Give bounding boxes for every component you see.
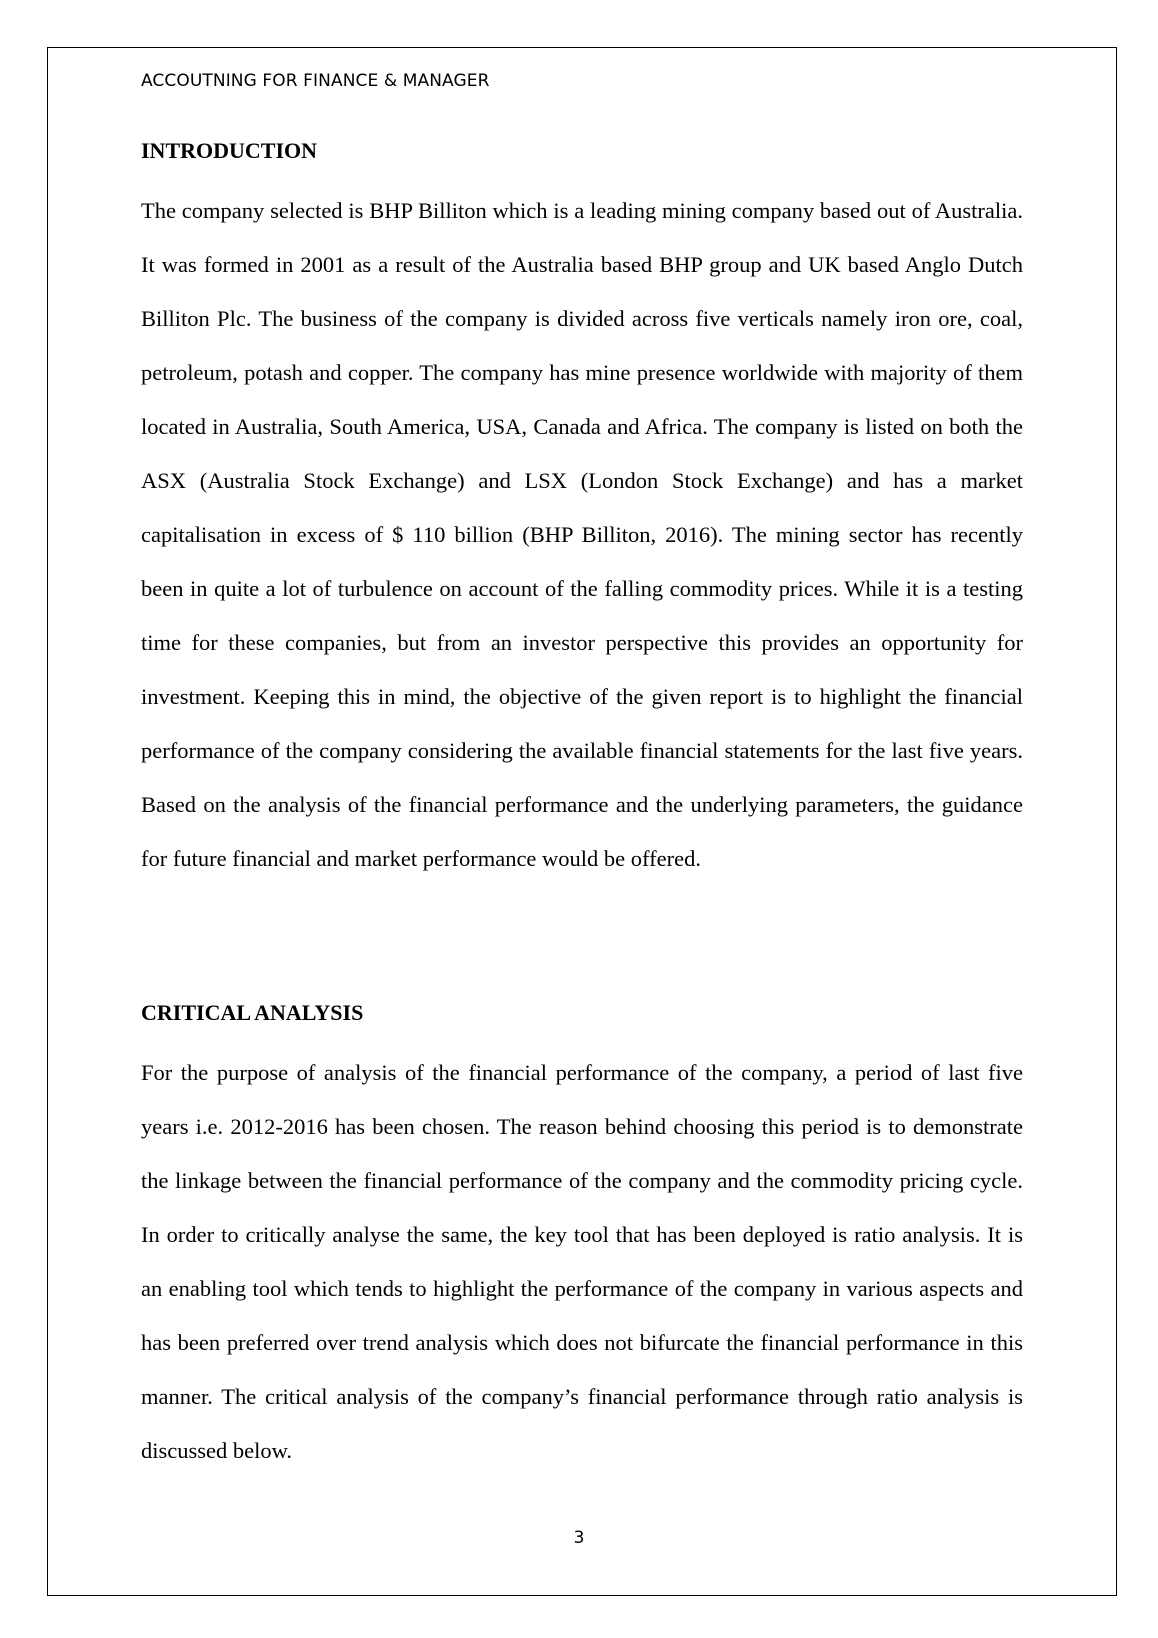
section-heading-critical-analysis: CRITICAL ANALYSIS [141, 1000, 364, 1025]
page-number: 3 [573, 1528, 585, 1548]
section-heading-introduction: INTRODUCTION [141, 138, 318, 163]
critical-analysis-paragraph: For the purpose of analysis of the financial performance of the company, a period of last five years i.e. 2012-2016 has been chosen. The reason behind choosing this period is to demonstrate the linkage between the financial performance of the company and the commodity pricing cycle. In order to critically analyse the same, the key tool that has been deployed is ratio analysis. It is an enabling tool which tends to highlight the performance of the company in various aspects and has been preferred over trend analysis which does not bifurcate the financial performance in this manner. The critical analysis of the company’s financial performance through ratio analysis is discussed below. [141, 1060, 1023, 1463]
running-header: ACCOUTNING FOR FINANCE & MANAGER [141, 71, 490, 91]
introduction-paragraph: The company selected is BHP Billiton which is a leading mining company based out of Australia. It was formed in 2001 as a result of the Australia based BHP group and UK based Anglo Dutch Billiton Plc. The business of the company is divided across five verticals namely iron ore, coal, petroleum, potash and copper. The company has mine presence worldwide with majority of them located in Australia, South America, USA, Canada and Africa. The company is listed on both the ASX (Australia Stock Exchange) and LSX (London Stock Exchange) and has a market capitalisation in excess of $ 110 billion (BHP Billiton, 2016). The mining sector has recently been in quite a lot of turbulence on account of the falling commodity prices. While it is a testing time for these companies, but from an investor perspective this provides an opportunity for investment. Keeping this in mind, the objective of the given report is to highlight the financial performance of the company considering the available financial statements for the last five years. Based on the analysis of the financial performance and the underlying parameters, the guidance for future financial and market performance would be offered. [141, 198, 1023, 871]
